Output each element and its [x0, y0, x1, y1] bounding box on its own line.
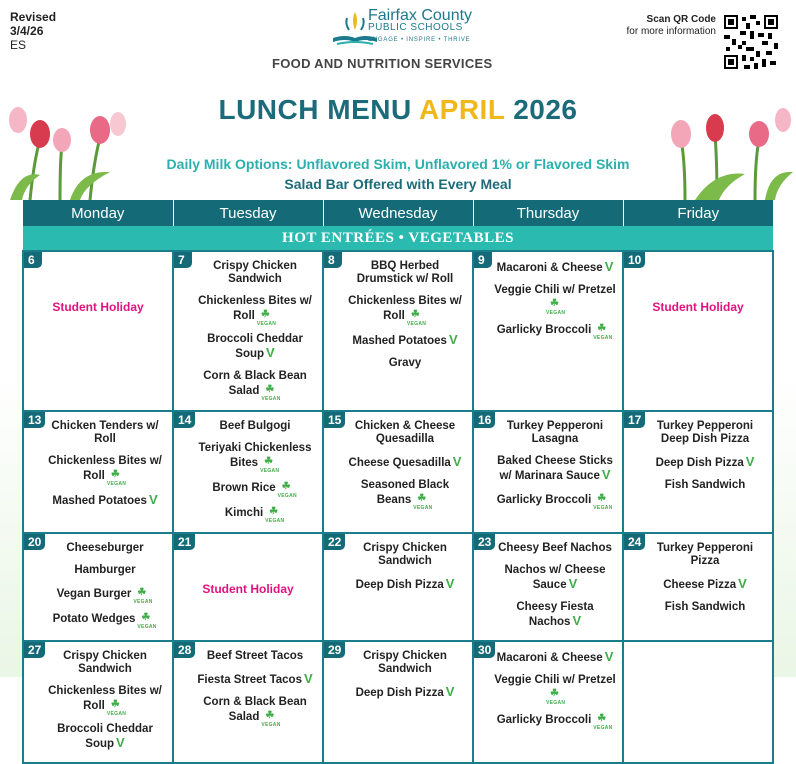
menu-item-text: Veggie Chili w/ Pretzel	[494, 284, 616, 296]
vegetarian-icon: V	[745, 454, 755, 469]
vegan-text: VEGAN	[133, 599, 153, 605]
menu-item-text: Crispy Chicken Sandwich	[213, 260, 297, 285]
salad-bar-note: Salad Bar Offered with Every Meal	[284, 176, 512, 192]
revision-info	[10, 10, 56, 52]
vegan-text: VEGAN	[261, 722, 281, 728]
menu-items	[474, 252, 622, 349]
menu-item	[344, 685, 466, 700]
menu-item	[644, 601, 766, 614]
day-cell	[23, 251, 173, 411]
vegan-leaf-icon: ☘	[260, 309, 270, 320]
menu-item	[344, 479, 466, 511]
menu-item-text: Fiesta Street Tacos	[197, 674, 302, 686]
menu-item-text: Seasoned Black Beans	[360, 479, 450, 507]
vegan-text: VEGAN	[265, 518, 285, 524]
day-number: 8	[324, 252, 342, 268]
menu-item	[44, 542, 166, 555]
menu-item	[44, 420, 166, 446]
vegan-leaf-icon: ☘	[410, 309, 420, 320]
vegan-leaf-icon: ☘	[141, 612, 151, 623]
menu-item	[344, 577, 466, 592]
menu-item	[644, 542, 766, 568]
menu-items	[324, 534, 472, 603]
menu-item-text: Hamburger	[74, 564, 136, 576]
day-header-row	[23, 200, 773, 226]
logo-tagline: ENGAGE • INSPIRE • THRIVE	[368, 37, 471, 43]
vegan-text: VEGAN	[256, 321, 277, 327]
menu-items	[174, 642, 322, 736]
vegetarian-icon: V	[303, 671, 313, 686]
vegan-text: VEGAN	[546, 700, 566, 706]
logo-text	[368, 7, 473, 46]
menu-item-text: Beef Street Tacos	[206, 650, 304, 662]
week-row	[23, 411, 773, 533]
vegan-leaf-icon: ☘	[281, 481, 291, 492]
menu-item-text: Garlicky Broccoli	[496, 494, 592, 507]
vegetarian-icon: V	[452, 454, 462, 469]
vegan-text: VEGAN	[106, 481, 127, 487]
menu-item	[344, 455, 466, 470]
vegetarian-icon: V	[448, 332, 458, 347]
day-cell	[323, 641, 473, 763]
holiday-label: Student Holiday	[52, 300, 144, 314]
menu-items	[624, 534, 772, 625]
menu-item-text: Teriyaki Chickenless Bites	[198, 442, 312, 470]
qr-code-icon[interactable]	[722, 13, 780, 71]
menu-item-text: Corn & Black Bean Salad	[203, 696, 307, 724]
menu-item	[644, 455, 766, 470]
day-header: Friday	[623, 200, 773, 226]
qr-line1: Scan QR Code	[646, 14, 716, 25]
menu-item	[44, 685, 166, 717]
day-number: 17	[624, 412, 645, 428]
menu-item	[194, 480, 316, 499]
menu-items	[624, 412, 772, 503]
vegan-icon	[546, 687, 566, 706]
menu-items	[474, 642, 622, 739]
day-cell	[473, 641, 623, 763]
day-number: 7	[174, 252, 192, 268]
vegan-leaf-icon: ☘	[597, 493, 607, 504]
holiday-label: Student Holiday	[652, 300, 744, 314]
day-number: 13	[24, 412, 45, 428]
menu-item	[194, 420, 316, 433]
day-number: 29	[324, 642, 345, 658]
menu-item-text: Brown Rice	[212, 482, 276, 495]
menu-item-text: Baked Cheese Sticks w/ Marinara Sauce	[497, 455, 613, 482]
menu-item-text: Nachos w/ Cheese Sauce	[504, 564, 606, 591]
menu-items	[474, 534, 622, 640]
vegan-leaf-icon: ☘	[550, 688, 559, 699]
day-cell	[23, 641, 173, 763]
menu-item	[194, 696, 316, 728]
vegan-icon	[546, 297, 566, 316]
day-cell	[323, 411, 473, 533]
vegan-leaf-icon: ☘	[269, 506, 279, 517]
menu-item	[194, 260, 316, 286]
menu-item-text: Kimchi	[224, 507, 264, 520]
menu-item	[44, 650, 166, 676]
menu-item-text: Crispy Chicken Sandwich	[63, 650, 147, 675]
day-header: Wednesday	[323, 200, 473, 226]
vegan-text: VEGAN	[261, 396, 281, 402]
vegan-leaf-icon: ☘	[550, 298, 559, 309]
menu-item	[44, 493, 166, 508]
menu-item-text: Cheesy Fiesta Nachos	[516, 601, 594, 628]
day-number: 9	[474, 252, 492, 268]
day-cell	[173, 411, 323, 533]
menu-item	[494, 674, 616, 706]
vegan-text: VEGAN	[413, 505, 433, 511]
menu-item-text: Crispy Chicken Sandwich	[363, 542, 447, 567]
revised-date: 3/4/26	[10, 24, 44, 38]
menu-item	[494, 260, 616, 275]
day-number: 15	[324, 412, 345, 428]
menu-items	[174, 412, 322, 532]
day-number: 27	[24, 642, 45, 658]
menu-item-text: Mashed Potatoes	[352, 335, 447, 347]
vegan-icon	[133, 586, 153, 605]
day-number: 22	[324, 534, 345, 550]
vegetarian-icon: V	[116, 735, 125, 750]
day-cell	[473, 411, 623, 533]
vegan-icon	[413, 492, 433, 511]
title-year: 2026	[504, 94, 578, 125]
menu-item-text: Mashed Potatoes	[52, 495, 147, 507]
menu-item	[344, 542, 466, 568]
vegetarian-icon: V	[445, 684, 455, 699]
week-row	[23, 641, 773, 763]
school-level: ES	[10, 38, 27, 52]
menu-item	[494, 601, 616, 629]
menu-item	[194, 672, 316, 687]
department-name: FOOD AND NUTRITION SERVICES	[272, 56, 493, 71]
menu-item	[494, 650, 616, 665]
menu-item-text: Chicken & Cheese Quesadilla	[354, 420, 456, 445]
vegan-leaf-icon: ☘	[265, 710, 275, 721]
menu-item-text: Cheeseburger	[66, 542, 144, 554]
logo-line2: PUBLIC SCHOOLS	[368, 22, 463, 33]
vegan-icon	[593, 492, 613, 511]
vegan-text: VEGAN	[593, 335, 613, 341]
menu-item	[194, 442, 316, 474]
menu-item	[494, 564, 616, 592]
menu-item	[44, 455, 166, 487]
vegan-icon	[106, 468, 127, 487]
vegan-icon	[277, 480, 298, 499]
menu-item-text: Deep Dish Pizza	[655, 457, 744, 469]
vegan-icon	[261, 383, 281, 402]
vegetarian-icon: V	[148, 492, 158, 507]
menu-items	[324, 252, 472, 381]
menu-item	[494, 284, 616, 316]
menu-item	[194, 333, 316, 361]
vegan-leaf-icon: ☘	[597, 323, 607, 334]
vegetarian-icon: V	[568, 576, 578, 591]
vegan-icon	[256, 308, 277, 327]
menu-item-text: Beef Bulgogi	[219, 420, 291, 432]
menu-item	[194, 650, 316, 663]
menu-item	[494, 492, 616, 511]
day-number: 28	[174, 642, 195, 658]
menu-item-text: Crispy Chicken Sandwich	[363, 650, 447, 675]
category-banner: HOT ENTRÉES • VEGETABLES	[23, 226, 773, 251]
menu-item-text: Veggie Chili w/ Pretzel	[494, 674, 616, 686]
vegan-text: VEGAN	[106, 711, 127, 717]
vegan-leaf-icon: ☘	[110, 699, 120, 710]
vegan-icon	[265, 505, 285, 524]
day-number: 20	[24, 534, 45, 550]
menu-item-text: Vegan Burger	[56, 588, 132, 601]
day-cell	[473, 251, 623, 411]
vegetarian-icon: V	[604, 649, 614, 664]
menu-items	[24, 642, 172, 762]
menu-items	[324, 412, 472, 519]
menu-item	[644, 420, 766, 446]
day-cell	[173, 251, 323, 411]
day-cell	[173, 641, 323, 763]
menu-item-text: Macaroni & Cheese	[496, 262, 603, 274]
week-row	[23, 533, 773, 641]
vegetarian-icon: V	[604, 259, 614, 274]
menu-item	[194, 295, 316, 327]
menu-item-text: Chickenless Bites w/ Roll	[198, 295, 312, 323]
day-number: 6	[24, 252, 42, 268]
menu-item-text: Chickenless Bites w/ Roll	[348, 295, 462, 323]
day-number: 24	[624, 534, 645, 550]
menu-item	[644, 479, 766, 492]
vegan-icon	[261, 709, 281, 728]
menu-item	[194, 370, 316, 402]
day-cell	[23, 411, 173, 533]
day-cell	[623, 411, 773, 533]
menu-item	[44, 611, 166, 630]
menu-item-text: Turkey Pepperoni Deep Dish Pizza	[656, 420, 754, 445]
day-cell	[623, 251, 773, 411]
vegan-text: VEGAN	[137, 624, 157, 630]
menu-calendar	[22, 200, 774, 764]
category-banner-row	[23, 226, 773, 251]
day-cell	[323, 533, 473, 641]
vegan-leaf-icon: ☘	[265, 384, 275, 395]
day-cell	[173, 533, 323, 641]
menu-item	[344, 295, 466, 327]
menu-item-text: Garlicky Broccoli	[496, 714, 592, 727]
title-prefix: LUNCH MENU	[218, 94, 419, 125]
menu-item-text: Fish Sandwich	[664, 601, 746, 613]
day-cell	[473, 533, 623, 641]
vegan-leaf-icon: ☘	[417, 493, 427, 504]
menu-item	[494, 455, 616, 483]
qr-line2: for more information	[626, 26, 716, 37]
menu-item-text: Turkey Pepperoni Pizza	[656, 542, 754, 567]
menu-item-text: BBQ Herbed Drumstick w/ Roll	[356, 260, 454, 285]
vegan-icon	[260, 455, 280, 474]
day-number: 21	[174, 534, 195, 550]
menu-item-text: Fish Sandwich	[664, 479, 746, 491]
menu-item-text: Broccoli Cheddar Soup	[207, 333, 303, 360]
day-number: 14	[174, 412, 195, 428]
day-cell	[23, 533, 173, 641]
menu-item	[344, 357, 466, 370]
menu-item-text: Cheesy Beef Nachos	[498, 542, 612, 554]
day-header: Thursday	[473, 200, 623, 226]
menu-item-text: Gravy	[388, 357, 422, 369]
menu-item	[194, 505, 316, 524]
menu-item	[44, 723, 166, 751]
day-number: 23	[474, 534, 495, 550]
day-cell	[623, 533, 773, 641]
title-month: APRIL	[418, 94, 505, 125]
day-cell	[323, 251, 473, 411]
menu-item-text: Corn & Black Bean Salad	[203, 370, 307, 398]
menu-item	[344, 650, 466, 676]
menu-item-text: Chickenless Bites w/ Roll	[48, 455, 162, 483]
day-cell	[623, 641, 773, 763]
menu-item-text: Chickenless Bites w/ Roll	[48, 685, 162, 713]
day-number: 10	[624, 252, 645, 268]
day-number: 30	[474, 642, 495, 658]
milk-options: Daily Milk Options: Unflavored Skim, Unflavored 1% or Flavored Skim	[166, 156, 630, 172]
vegan-leaf-icon: ☘	[597, 713, 607, 724]
holiday-label: Student Holiday	[202, 582, 294, 596]
menu-item-text: Garlicky Broccoli	[496, 324, 592, 337]
vegan-text: VEGAN	[277, 493, 297, 499]
menu-item	[494, 712, 616, 731]
vegetarian-icon: V	[601, 467, 611, 482]
vegan-text: VEGAN	[546, 310, 566, 316]
vegan-text: VEGAN	[406, 321, 427, 327]
week-row	[23, 251, 773, 411]
day-header: Tuesday	[173, 200, 323, 226]
day-header: Monday	[23, 200, 173, 226]
menu-item	[494, 420, 616, 446]
vegan-icon	[593, 322, 613, 341]
vegan-icon	[106, 698, 127, 717]
day-number: 16	[474, 412, 495, 428]
menu-item-text: Broccoli Cheddar Soup	[57, 723, 153, 750]
revised-label: Revised	[10, 10, 57, 24]
menu-item-text: Cheese Quesadilla	[348, 457, 451, 469]
vegetarian-icon: V	[738, 576, 747, 591]
menu-item-text: Chicken Tenders w/ Roll	[51, 420, 159, 445]
vegan-text: VEGAN	[593, 725, 613, 731]
menu-item-text: Cheese Pizza	[663, 579, 737, 591]
menu-items	[174, 252, 322, 410]
menu-item	[44, 564, 166, 577]
menu-item-text: Potato Wedges	[52, 613, 136, 626]
menu-item-text: Deep Dish Pizza	[355, 579, 444, 591]
menu-item	[344, 333, 466, 348]
vegetarian-icon: V	[445, 576, 455, 591]
menu-item-text: Deep Dish Pizza	[355, 687, 444, 699]
menu-item	[344, 420, 466, 446]
menu-item-text: Turkey Pepperoni Lasagna	[506, 420, 604, 445]
menu-items	[474, 412, 622, 519]
menu-item	[494, 322, 616, 341]
menu-item	[494, 542, 616, 555]
menu-item	[44, 586, 166, 605]
vegan-text: VEGAN	[260, 468, 280, 474]
menu-item	[644, 577, 766, 592]
vegan-leaf-icon: ☘	[264, 456, 274, 467]
qr-caption	[627, 14, 716, 38]
vegan-icon	[137, 611, 157, 630]
vegetarian-icon: V	[572, 613, 582, 628]
menu-items	[24, 412, 172, 519]
vegan-leaf-icon: ☘	[110, 469, 120, 480]
menu-item-text: Macaroni & Cheese	[496, 652, 603, 664]
vegan-icon	[593, 712, 613, 731]
vegan-leaf-icon: ☘	[137, 587, 147, 598]
logo-line1: Fairfax County	[368, 7, 473, 24]
vegan-icon	[406, 308, 427, 327]
vegan-text: VEGAN	[593, 505, 613, 511]
menu-items	[24, 534, 172, 638]
menu-item	[344, 260, 466, 286]
vegetarian-icon: V	[266, 345, 275, 360]
